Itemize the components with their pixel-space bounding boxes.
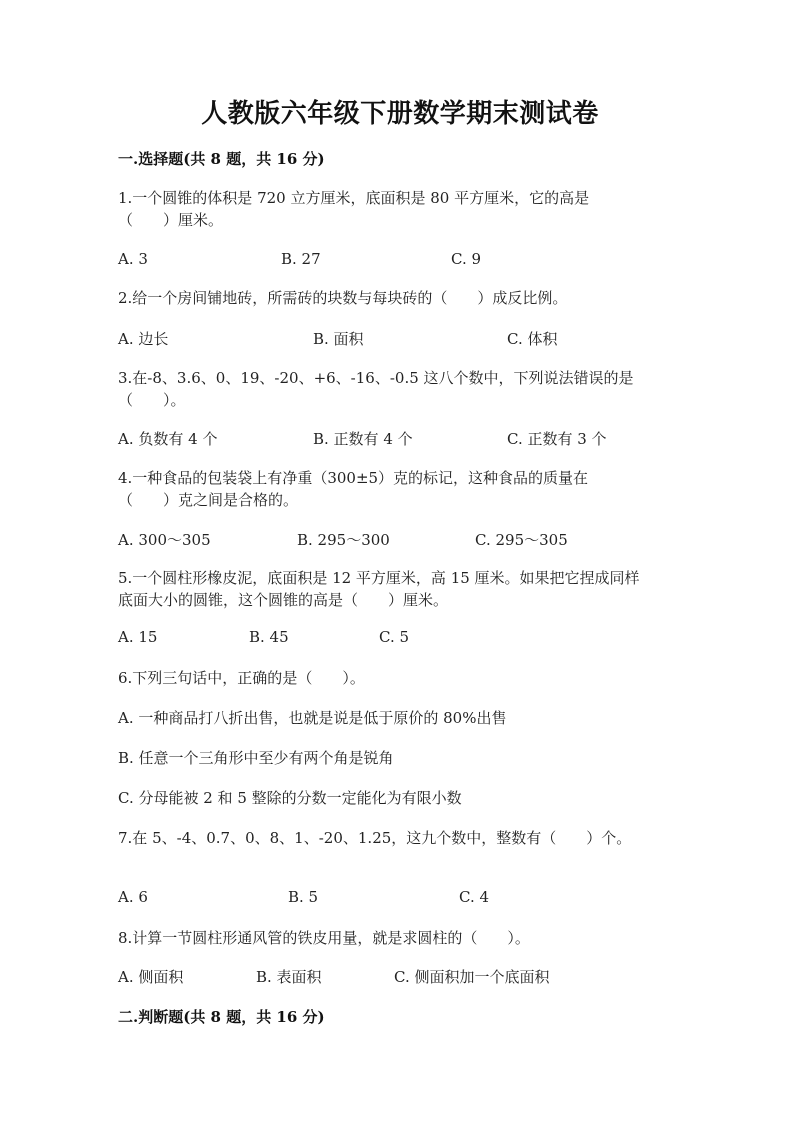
option-c: C. 295～305 <box>475 531 568 549</box>
option-b: B. 正数有 4 个 <box>313 430 413 448</box>
option-a: A. 侧面积 <box>118 968 184 986</box>
question-text: 4.一种食品的包装袋上有净重（300±5）克的标记，这种食品的质量在 <box>118 469 589 487</box>
option-b: B. 表面积 <box>256 968 322 986</box>
option-c: C. 分母能被 2 和 5 整除的分数一定能化为有限小数 <box>118 789 462 807</box>
option-c: C. 侧面积加一个底面积 <box>394 968 550 986</box>
option-b: B. 45 <box>249 628 289 646</box>
question-text: 1.一个圆锥的体积是 720 立方厘米，底面积是 80 平方厘米，它的高是 <box>118 189 590 207</box>
question-text: 7.在 5、-4、0.7、0、8、1、-20、1.25，这九个数中，整数有（ ）个。 <box>118 829 632 847</box>
question-text: 2.给一个房间铺地砖，所需砖的块数与每块砖的（ ）成反比例。 <box>118 289 568 307</box>
option-a: A. 一种商品打八折出售，也就是说是低于原价的 80%出售 <box>118 709 507 727</box>
question-text: （ ）厘米。 <box>118 211 224 229</box>
option-a: A. 15 <box>118 628 158 646</box>
option-b: B. 任意一个三角形中至少有两个角是锐角 <box>118 749 394 767</box>
option-c: C. 5 <box>379 628 410 646</box>
option-c: C. 4 <box>459 888 490 906</box>
option-a: A. 3 <box>118 250 148 268</box>
option-a: A. 300～305 <box>118 531 211 549</box>
option-c: C. 体积 <box>507 330 558 348</box>
option-b: B. 295～300 <box>297 531 390 549</box>
option-a: A. 边长 <box>118 330 169 348</box>
section-heading-choice: 一.选择题(共 8 题，共 16 分) <box>118 150 325 168</box>
question-text: （ ）克之间是合格的。 <box>118 491 299 509</box>
question-text: 底面大小的圆锥，这个圆锥的高是（ ）厘米。 <box>118 591 449 609</box>
question-text: 6.下列三句话中，正确的是（ ）。 <box>118 669 365 687</box>
option-b: B. 面积 <box>313 330 364 348</box>
option-c: C. 正数有 3 个 <box>507 430 607 448</box>
question-text: 8.计算一节圆柱形通风管的铁皮用量，就是求圆柱的（ ）。 <box>118 929 530 947</box>
option-b: B. 27 <box>281 250 321 268</box>
section-heading-judgement: 二.判断题(共 8 题，共 16 分) <box>118 1008 325 1026</box>
option-c: C. 9 <box>451 250 482 268</box>
option-b: B. 5 <box>288 888 319 906</box>
option-a: A. 负数有 4 个 <box>118 430 218 448</box>
option-a: A. 6 <box>118 888 148 906</box>
page-title: 人教版六年级下册数学期末测试卷 <box>201 99 599 129</box>
question-text: 5.一个圆柱形橡皮泥，底面积是 12 平方厘米，高 15 厘米。如果把它捏成同样 <box>118 569 640 587</box>
question-text: （ ）。 <box>118 391 186 409</box>
question-text: 3.在-8、3.6、0、19、-20、+6、-16、-0.5 这八个数中，下列说法错误的是 <box>118 369 634 387</box>
